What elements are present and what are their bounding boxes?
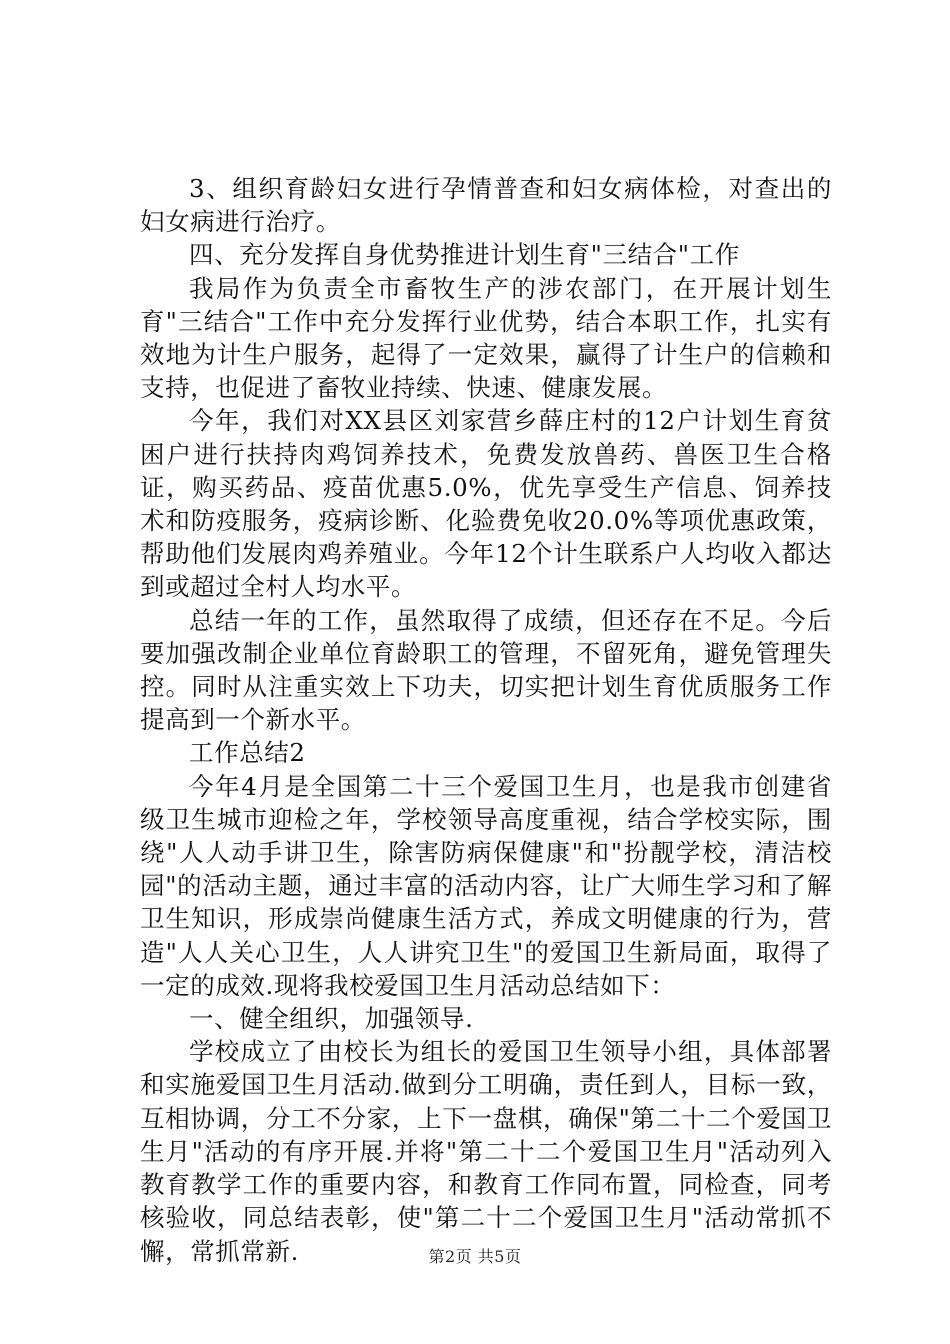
section-heading-organization: 一、健全组织，加强领导. bbox=[189, 1004, 474, 1034]
paragraph-summary: 总结一年的工作，虽然取得了成绩，但还存在不足。今后要加强改制企业单位育龄职工的管理，不留死角，避免管理失控。同时从注重实效上下功夫，切实把计划生育优质服务工作提高到一个新水平。 bbox=[140, 605, 832, 735]
section-heading-four: 四、充分发挥自身优势推进计划生育"三结合"工作 bbox=[189, 240, 740, 270]
paragraph-patriotic-health-month: 今年4月是全国第二十三个爱国卫生月，也是我市创建省级卫生城市迎检之年，学校领导高度重视，结合学校实际，围绕"人人动手讲卫生，除害防病保健康"和"扮靓学校，清洁校园"的活动主题，通过丰富的活动内容，让广大师生学习和了解卫生知识，形成崇尚健康生活方式，养成文明健康的行为，营造"人人关心卫生，人人讲究卫生"的爱国卫生新局面，取得了一定的成效.现将我校爱国卫生月活动总结如下： bbox=[140, 771, 832, 1000]
paragraph-leadership-group: 学校成立了由校长为组长的爱国卫生领导小组，具体部署和实施爱国卫生月活动.做到分工明确，责任到人，目标一致，互相协调，分工不分家，上下一盘棋，确保"第二十二个爱国卫生月"活动的有序开展.并将"第二十二个爱国卫生月"活动列入教育教学工作的重要内容，和教育工作同布置，同检查，同考核验收，同总结表彰，使"第二十二个爱国卫生月"活动常抓不懈，常抓常新. bbox=[140, 1037, 832, 1266]
paragraph-this-year-support: 今年，我们对XX县区刘家营乡薛庄村的12户计划生育贫困户进行扶持肉鸡饲养技术，免费发放兽药、兽医卫生合格证，购买药品、疫苗优惠5.0%，优先享受生产信息、饲养技术和防疫服务，疫病诊断、化验费免收20.0%等项优惠政策，帮助他们发展肉鸡养殖业。今年12个计生联系户人均收入都达到或超过全村人均水平。 bbox=[140, 406, 832, 602]
paragraph-item-3-gynecology: 3、组织育龄妇女进行孕情普查和妇女病体检，对查出的妇女病进行治疗。 bbox=[140, 174, 832, 237]
section-heading-work-summary-2: 工作总结2 bbox=[189, 738, 306, 768]
page-number-footer: 第2页 共5页 bbox=[428, 1247, 522, 1266]
document-body bbox=[140, 172, 832, 1268]
paragraph-bureau-role: 我局作为负责全市畜牧生产的涉农部门，在开展计划生育"三结合"工作中充分发挥行业优势，结合本职工作，扎实有效地为计生户服务，起得了一定效果，赢得了计生户的信赖和支持，也促进了畜牧业持续、快速、健康发展。 bbox=[140, 273, 832, 403]
